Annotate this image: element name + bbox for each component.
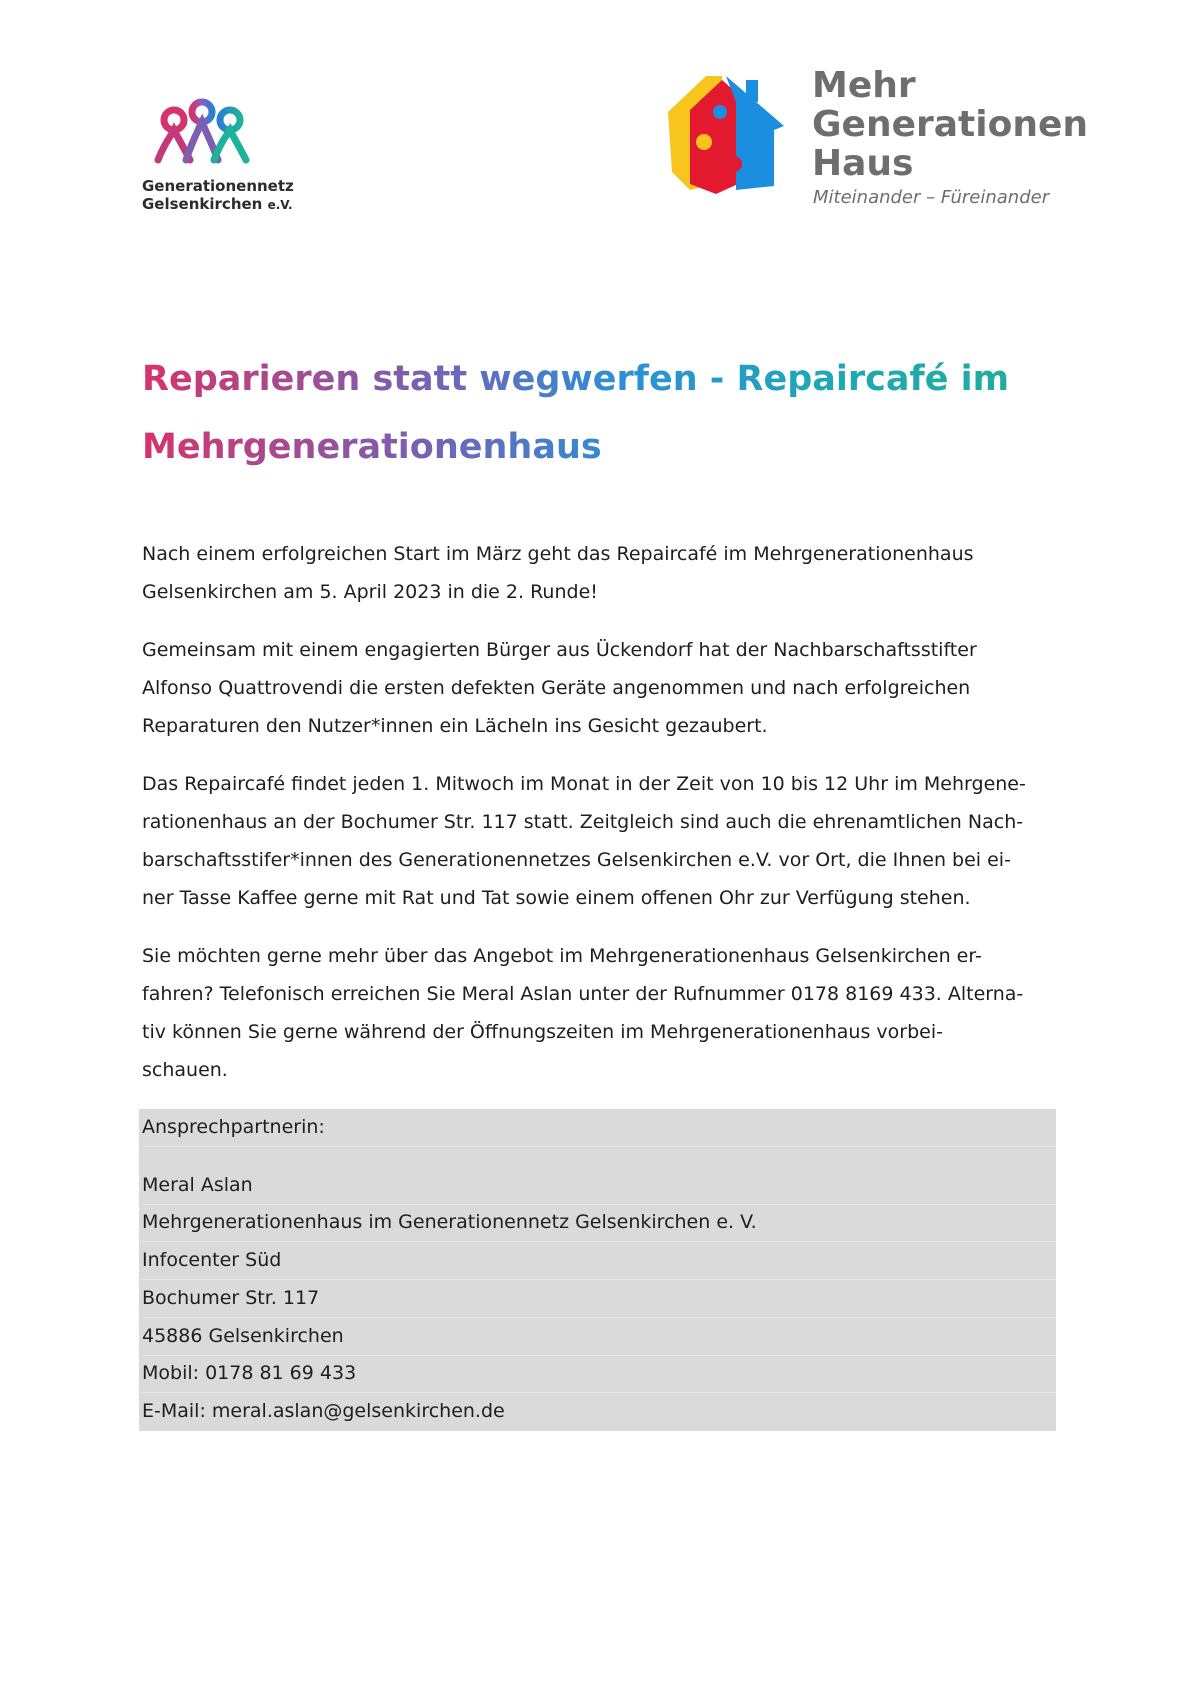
paragraph-line: fahren? Telefonisch erreichen Sie Meral Aslan unter der Rufnummer 0178 8169 433. Alterna-	[142, 983, 1024, 1005]
article-body	[142, 535, 1062, 1109]
paragraph-line: Sie möchten gerne mehr über das Angebot im Mehrgenerationenhaus Gelsenkirchen er-	[142, 945, 982, 967]
title-line1: Reparieren statt wegwerfen - Repaircafé im	[142, 359, 1010, 399]
title-line2: Mehrgenerationenhaus	[142, 427, 602, 467]
paragraph-line: ner Tasse Kaffee gerne mit Rat und Tat sowie einem offenen Ohr zur Verfügung stehen.	[142, 887, 971, 909]
paragraph-line: Reparaturen den Nutzer*innen ein Lächeln ins Gesicht gezaubert.	[142, 715, 768, 737]
paragraph-line: Alfonso Quattrovendi die ersten defekten Geräte angenommen und nach erfolgreichen	[142, 677, 971, 699]
paragraph-line: rationenhaus an der Bochumer Str. 117 statt. Zeitgleich sind auch die ehrenamtlichen Nach-	[142, 811, 1024, 833]
contact-location: Infocenter Süd	[142, 1242, 1056, 1280]
brand-line2: Generationen	[812, 104, 1089, 145]
paragraph-line: schauen.	[142, 1059, 228, 1081]
contact-mobile: Mobil: 0178 81 69 433	[142, 1355, 1056, 1393]
paragraph	[142, 765, 1062, 917]
org-name-line1: Generationennetz	[142, 177, 294, 195]
contact-name: Meral Aslan	[142, 1167, 1056, 1205]
brand-name	[812, 66, 1088, 183]
brand-line1: Mehr	[812, 65, 916, 106]
org-suffix: e.V.	[267, 198, 293, 212]
page-title	[142, 345, 1102, 481]
brand-tagline: Miteinander – Füreinander	[813, 187, 1050, 208]
org-name	[142, 177, 312, 214]
paragraph-line: barschaftsstifer*innen des Generationennetzes Gelsenkirchen e.V. vor Ort, die Ihnen bei ei-	[142, 849, 1011, 871]
puzzle-house-logo-icon	[660, 72, 784, 202]
org-name-city: Gelsenkirchen	[142, 195, 263, 213]
org-name-line2	[142, 195, 312, 214]
contact-city: 45886 Gelsenkirchen	[142, 1318, 1056, 1356]
contact-organization: Mehrgenerationenhaus im Generationennetz Gelsenkirchen e. V.	[142, 1204, 1056, 1242]
paragraph	[142, 535, 1062, 611]
paragraph-line: tiv können Sie gerne während der Öffnungszeiten im Mehrgenerationenhaus vorbei-	[142, 1021, 943, 1043]
mehrgenerationenhaus-logo	[660, 65, 1089, 208]
three-people-logo-icon	[138, 98, 258, 170]
contact-box	[139, 1109, 1056, 1431]
contact-email: E-Mail: meral.aslan@gelsenkirchen.de	[142, 1400, 505, 1422]
contact-heading: Ansprechpartnerin:	[142, 1109, 1056, 1147]
paragraph-line: Gelsenkirchen am 5. April 2023 in die 2. Runde!	[142, 581, 598, 603]
contact-street: Bochumer Str. 117	[142, 1280, 1056, 1318]
generationennetz-logo	[138, 98, 308, 218]
paragraph-line: Nach einem erfolgreichen Start im März geht das Repaircafé im Mehrgenerationenhaus	[142, 543, 974, 565]
brand-line3: Haus	[812, 143, 914, 184]
paragraph	[142, 937, 1062, 1089]
paragraph-line: Das Repaircafé findet jeden 1. Mitwoch im Monat in der Zeit von 10 bis 12 Uhr im Mehrgene-	[142, 773, 1026, 795]
paragraph	[142, 631, 1062, 745]
paragraph-line: Gemeinsam mit einem engagierten Bürger aus Ückendorf hat der Nachbarschaftsstifter	[142, 639, 977, 661]
